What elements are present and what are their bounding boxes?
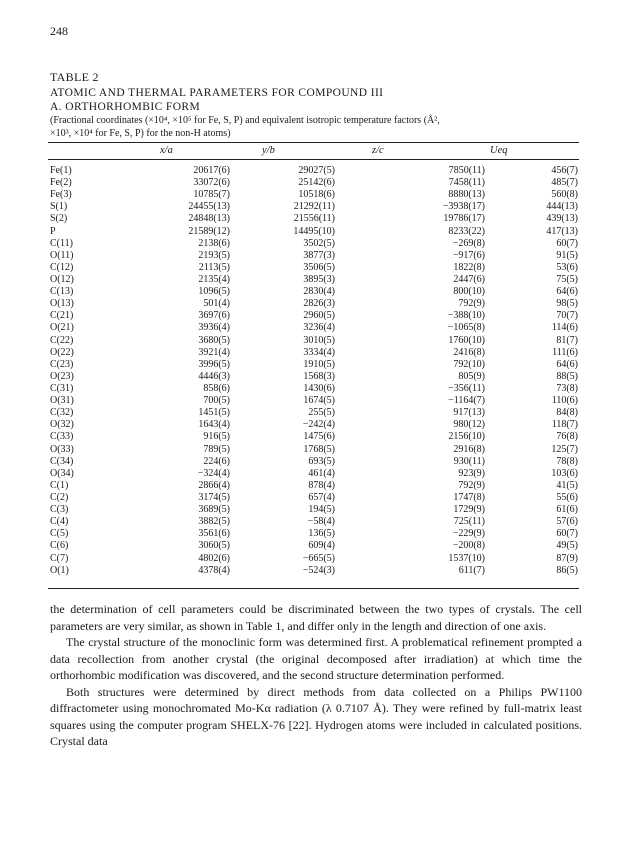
ueq-cell: 84(8) [556,407,578,419]
y-cell: 21556(11) [293,213,335,225]
z-cell: 19786(17) [443,213,485,225]
ueq-cell: 60(7) [556,528,578,540]
table-row [50,201,578,213]
table-title [50,86,383,114]
table-caption [50,114,580,140]
table-row [50,383,578,395]
table-row [50,431,578,443]
y-cell: 3334(4) [303,346,335,358]
atom-cell: C(2) [50,492,69,503]
atom-cell: C(32) [50,407,74,419]
x-cell: 3561(6) [198,528,230,540]
y-cell: −242(4) [302,419,335,431]
ueq-cell: 456(7) [551,165,578,177]
atom-table-body [50,165,578,577]
y-cell: 1768(5) [303,443,335,455]
ueq-cell: 91(5) [556,249,578,261]
atom-cell: O(22) [50,346,74,358]
table-row [50,468,578,480]
y-cell: 1568(3) [303,370,335,382]
atom-cell: C(4) [50,516,69,528]
x-cell: 4378(4) [198,564,230,576]
z-cell: 792(10) [453,358,485,370]
ueq-cell: 49(5) [556,540,578,552]
atom-cell: O(23) [50,370,74,382]
y-cell: 609(4) [308,540,335,552]
header-z: z/c [372,145,384,156]
x-cell: 3921(4) [198,346,230,358]
atom-cell: C(1) [50,479,69,491]
ueq-cell: 98(5) [556,298,578,310]
x-cell: 24455(13) [188,201,230,213]
z-cell: 792(9) [458,479,485,491]
table-row [50,371,578,383]
table-row [50,238,578,250]
table-caption-line-1: (Fractional coordinates (×10⁴, ×10⁵ for Fe, S, P) and equivalent isotropic temperature factors (Å², [50,115,440,126]
x-cell: −324(4) [197,467,230,479]
table-title-line-2: A. ORTHORHOMBIC FORM [50,101,201,113]
x-cell: 3882(5) [198,516,230,528]
z-cell: 7850(11) [448,165,485,177]
atom-cell: O(33) [50,443,74,455]
table-top-rule [48,142,579,143]
y-cell: 21292(11) [293,201,335,213]
ueq-cell: 103(6) [551,467,578,479]
header-y: y/b [262,145,275,156]
y-cell: 10518(6) [298,189,335,201]
paragraph-3: Both structures were determined by direct methods from data collected on a Philips PW1100 diffractometer using monochromated Mo-Kα radiation (λ 0.7107 Å). They were refined by full-matrix least squares using the computer program SHELX-76 [22]. Hydrogen atoms were included in calculated positions. Crystal data [50,684,582,748]
x-cell: 1451(5) [198,407,230,419]
table-row [50,419,578,431]
atom-cell: C(33) [50,431,74,443]
page-number: 248 [50,24,68,38]
x-cell: 4802(6) [198,552,230,564]
x-cell: 2138(6) [198,237,230,249]
table-label: TABLE 2 [50,70,99,84]
atom-cell: C(22) [50,334,74,346]
table-row [50,165,578,177]
ueq-cell: 417(13) [546,225,578,237]
atom-cell: O(12) [50,274,74,286]
atom-cell: O(34) [50,467,74,479]
table-row [50,553,578,565]
z-cell: 792(9) [458,298,485,310]
y-cell: 878(4) [308,479,335,491]
x-cell: 21589(12) [188,225,230,237]
y-cell: 2830(4) [303,286,335,298]
ueq-cell: 86(5) [556,564,578,576]
table-header-rule [48,159,579,160]
ueq-cell: 125(7) [551,443,578,455]
atom-cell: O(1) [50,564,69,576]
y-cell: 1674(5) [303,395,335,407]
x-cell: 3680(5) [198,334,230,346]
table-row [50,504,578,516]
z-cell: −388(10) [447,310,485,322]
z-cell: 800(10) [453,286,485,298]
ueq-cell: 60(7) [556,237,578,249]
ueq-cell: 444(13) [546,201,578,213]
z-cell: 7458(11) [448,177,485,189]
y-cell: 3877(3) [303,249,335,261]
z-cell: −229(9) [452,528,485,540]
x-cell: 916(5) [203,431,230,443]
z-cell: 2416(8) [453,346,485,358]
table-caption-line-2: ×10³, ×10⁴ for Fe, S, P) for the non-H atoms) [50,128,231,139]
table-row [50,444,578,456]
paragraph-1: the determination of cell parameters could be discriminated between the two types of crystals. The cell parameters are very similar, as shown in Table 1, and differ only in the length and direction of one axis. [50,602,582,633]
z-cell: 611(7) [458,564,485,576]
ueq-cell: 57(6) [556,516,578,528]
z-cell: −269(8) [452,237,485,249]
table-row [50,347,578,359]
table-row [50,407,578,419]
ueq-cell: 78(8) [556,455,578,467]
z-cell: −917(6) [452,249,485,261]
x-cell: 1643(4) [198,419,230,431]
x-cell: 3697(6) [198,310,230,322]
ueq-cell: 41(5) [556,479,578,491]
table-row [50,359,578,371]
table-row [50,189,578,201]
table-row [50,492,578,504]
atom-cell: C(13) [50,286,74,298]
y-cell: 1430(6) [303,383,335,395]
ueq-cell: 439(13) [546,213,578,225]
x-cell: 24848(13) [188,213,230,225]
atom-cell: Fe(3) [50,189,72,201]
x-cell: 3936(4) [198,322,230,334]
ueq-cell: 76(8) [556,431,578,443]
y-cell: 693(5) [308,455,335,467]
table-bottom-rule [48,588,579,589]
ueq-cell: 55(6) [556,492,578,503]
y-cell: 3236(4) [303,322,335,334]
table-row [50,298,578,310]
header-x: x/a [160,145,173,156]
y-cell: −58(4) [307,516,335,528]
y-cell: 3010(5) [303,334,335,346]
ueq-cell: 485(7) [551,177,578,189]
table-row [50,565,578,577]
z-cell: 2447(6) [453,274,485,286]
atom-cell: O(11) [50,249,74,261]
x-cell: 3060(5) [198,540,230,552]
z-cell: 1537(10) [448,552,485,564]
ueq-cell: 64(6) [556,286,578,298]
table-row [50,250,578,262]
atom-cell: P [50,225,56,237]
ueq-cell: 560(8) [551,189,578,201]
y-cell: 1475(6) [303,431,335,443]
atom-cell: S(2) [50,213,68,225]
atom-cell: C(31) [50,383,74,395]
y-cell: 3506(5) [303,261,335,273]
x-cell: 858(6) [203,383,230,395]
table-row [50,274,578,286]
atom-cell: C(3) [50,504,69,516]
x-cell: 3996(5) [198,358,230,370]
ueq-cell: 118(7) [551,419,578,431]
y-cell: 25142(6) [298,177,335,189]
atom-cell: O(21) [50,322,74,334]
table-row [50,262,578,274]
atom-cell: C(6) [50,540,69,552]
atom-cell: C(7) [50,552,69,564]
table-row [50,177,578,189]
x-cell: 2193(5) [198,249,230,261]
ueq-cell: 61(6) [556,504,578,516]
ueq-cell: 111(6) [552,346,578,358]
atom-cell: S(1) [50,201,68,213]
atom-cell: C(34) [50,455,74,467]
x-cell: 2135(4) [198,274,230,286]
atom-cell: O(31) [50,395,74,407]
z-cell: 8233(22) [448,225,485,237]
x-cell: 2113(5) [198,261,230,273]
z-cell: 805(9) [458,370,485,382]
x-cell: 700(5) [203,395,230,407]
x-cell: 2866(4) [198,479,230,491]
table-row [50,310,578,322]
y-cell: 29027(5) [298,165,335,177]
paragraph-2: The crystal structure of the monoclinic form was determined first. A problematical refinement prompted a data recollection from another crystal (the original decomposed after irradiation) at which time the orthorhombic modification was discovered, and the second structure determination performed. [50,635,582,682]
z-cell: 1760(10) [448,334,485,346]
z-cell: 930(11) [453,455,485,467]
y-cell: 1910(5) [303,358,335,370]
z-cell: 1822(8) [453,261,485,273]
ueq-cell: 75(5) [556,274,578,286]
atom-cell: O(32) [50,419,74,431]
table-row [50,322,578,334]
atom-cell: Fe(1) [50,165,72,177]
atom-cell: C(11) [50,237,73,249]
atom-cell: O(13) [50,298,74,310]
table-title-line-1: ATOMIC AND THERMAL PARAMETERS FOR COMPOUND III [50,87,384,99]
y-cell: 14495(10) [293,225,335,237]
atom-cell: C(23) [50,358,74,370]
x-cell: 20617(6) [193,165,230,177]
z-cell: −356(11) [448,383,485,395]
table-row [50,456,578,468]
y-cell: 136(5) [308,528,335,540]
z-cell: 917(13) [453,407,485,419]
z-cell: −1164(7) [448,395,485,407]
z-cell: −1065(8) [447,322,485,334]
x-cell: 501(4) [203,298,230,310]
z-cell: 1729(9) [453,504,485,516]
z-cell: 8880(13) [448,189,485,201]
x-cell: 3174(5) [198,492,230,503]
table-row [50,213,578,225]
atom-table [50,165,578,577]
table-row [50,395,578,407]
ueq-cell: 53(6) [556,261,578,273]
y-cell: 255(5) [308,407,335,419]
atom-cell: Fe(2) [50,177,72,189]
z-cell: −200(8) [452,540,485,552]
atom-cell: C(5) [50,528,69,540]
x-cell: 3689(5) [198,504,230,516]
table-row [50,516,578,528]
table-row [50,335,578,347]
y-cell: −524(3) [302,564,335,576]
ueq-cell: 70(7) [556,310,578,322]
ueq-cell: 114(6) [551,322,578,334]
body-text [50,601,582,750]
z-cell: 1747(8) [453,492,485,503]
y-cell: 657(4) [308,492,335,503]
y-cell: −665(5) [302,552,335,564]
ueq-cell: 110(6) [551,395,578,407]
y-cell: 3502(5) [303,237,335,249]
x-cell: 1096(5) [198,286,230,298]
z-cell: 2156(10) [448,431,485,443]
ueq-cell: 81(7) [556,334,578,346]
x-cell: 224(6) [203,455,230,467]
z-cell: 923(9) [458,467,485,479]
y-cell: 461(4) [308,467,335,479]
table-row [50,480,578,492]
table-row [50,226,578,238]
table-row [50,528,578,540]
z-cell: −3938(17) [442,201,485,213]
x-cell: 4446(3) [198,370,230,382]
table-row [50,540,578,552]
y-cell: 194(5) [308,504,335,516]
x-cell: 789(5) [203,443,230,455]
header-ueq: Ueq [490,145,508,156]
atom-cell: C(12) [50,261,74,273]
z-cell: 980(12) [453,419,485,431]
x-cell: 10785(7) [193,189,230,201]
ueq-cell: 87(9) [556,552,578,564]
z-cell: 2916(8) [453,443,485,455]
y-cell: 2960(5) [303,310,335,322]
z-cell: 725(11) [453,516,485,528]
ueq-cell: 73(8) [556,383,578,395]
ueq-cell: 64(6) [556,358,578,370]
ueq-cell: 88(5) [556,370,578,382]
table-row [50,286,578,298]
y-cell: 3895(3) [303,274,335,286]
atom-cell: C(21) [50,310,74,322]
x-cell: 33072(6) [193,177,230,189]
y-cell: 2826(3) [303,298,335,310]
